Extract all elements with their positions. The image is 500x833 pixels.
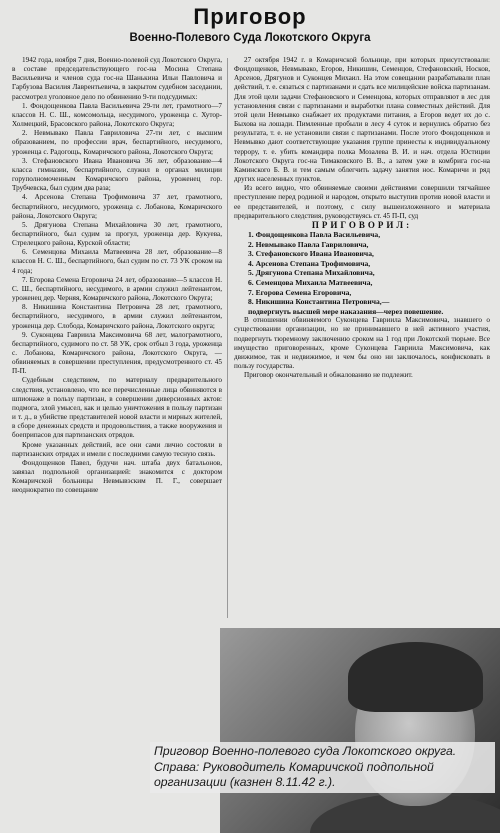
left-column	[12, 56, 222, 826]
document-subtitle: Военно-Полевого Суда Локотского Округа	[129, 32, 371, 44]
list-item: 3. Стефановского Ивана Ивановича,	[248, 249, 374, 259]
list-item: 1. Фондощенкова Павла Васильевича,	[248, 229, 381, 239]
paragraph: 3. Стефановского Ивана Ивановича 36 лет, образование—4 класса гимназии, беспартийного, служил в органах милиции горуполномоченным Комаричского района, уроженец гор. Трубчевска, был судим два раза;	[12, 156, 222, 193]
paragraph: 1. Фондощенкова Павла Васильевича 29-ти лет, грамотного—7 классов Н. С. Ш., комсомольца, несудимого, уроженца с. Хутор-Холмецкий, Брасовского района, Локотского Округа;	[12, 101, 222, 129]
paragraph: 27 октября 1942 г. в Комаричской больнице, при которых присутствовали: Фондощенков, Невмывако, Егоров, Никишин, Семенцов, Стефановский, Носков, Арсенов, Дрягунов и Суконцев Михаил. На этом совещании разрабатывали план действий, т. е. сязаться с партизанами и сдать все милицейские войска партизанам. Для этой цели задачи Стефановского и Семенцова, которых отправляют в лес для установления связи с партизанами и выработки плана совместных действий. Для этой цели Невмывко снабжает их продуктами питания, а Егоров ведет их до с. Быхова на лошади. Пимленные пробыли в лесу 4 суток и вернулись обратно без результата, т. е. не установили связи с партизанами. После этого Фондощенков и Невмывко дают соответствующие указания группе принесты к индивидуальному террору, т. е. убить командира полка Мозалева В. И. и нач. отдела Юстиции Локотского Округа гос-на Тимаковского В. В., а затем уже в комбрига гос-на Каминского Б. В. и тем самым облегчить задачу занятия нос. Комаричи и ряд других населенных пунктов.	[234, 56, 490, 184]
paragraph: 2. Невмывако Павла Гавриловича 27-ти лет, с высшим образованием, по профессии врач, беспартийного, несудимого, уроженца с. Радогощь, Комаричского района, Локотского Округа;	[12, 129, 222, 156]
list-item: 2. Невмывако Павла Гавриловича,	[248, 239, 369, 249]
list-item: 7. Егорова Семена Егоровича,	[248, 287, 352, 297]
verdict-heading: ПРИГОВОРИЛ:	[311, 219, 413, 230]
paragraph: 4. Арсенова Степана Трофимовича 37 лет, грамотного, беспартийного, несудимого, уроженца с. Лобанова, Комаричского района, Локотского Округа;	[12, 193, 222, 220]
list-item: 8. Никишина Константина Петровича,—	[248, 297, 390, 307]
paragraph: Судебным следствием, по материалу предварительного следствия, установлено, что все перечисленные лица обвиняются в шпионаже в пользу партизан, в совершении диверсионных актов: подмога, злой умысел, как и целью уничтожения в пользу партизан и т. д., в убийстве представителей новой власти и мирных жителей, в сборе денежных средств и продовольствия, а также вооружения и боеприпасов для партизанских отрядов.	[12, 376, 222, 440]
paragraph: Из всего видно, что обвиняемые своими действиями совершили тягчайшее преступление перед родиной и народом, открыто выступив против новой власти и ее представителей, и поэтому, с силу вышеизложенного и материала предварительного следствия, руководствуясь ст. 45 П-П, суд	[234, 184, 490, 220]
list-item: 6. Семенцова Михаила Матвеевича,	[248, 277, 373, 287]
paragraph: 9. Суконцева Гавриила Максимовича 68 лет, малограмотного, беспартийного, судимого по ст. 58 УК, срок отбыл 3 года, уроженца с. Лобанова, Комаричского района, Локотского Округа, — обвиняемых в совершении преступления, предусмотренного ст. 45 П-П.	[12, 330, 222, 376]
list-item: 4. Арсенова Степана Трофимовича,	[248, 258, 371, 268]
portrait-photo	[220, 628, 500, 833]
paragraph: 7. Егорова Семена Егоровича 24 лет, образование—5 классов Н. С. Ш., беспартийного, несудимого, в армии служил лейтенантом, уроженец дер. Черняя, Комаричского района, Локотского Округа;	[12, 275, 222, 303]
document-title: Приговор	[193, 4, 307, 29]
paragraph: 8. Никишина Константина Петровича 28 лет, грамотного, беспартийного, несудимого, в армии служил лейтенантом, уроженца дер. Слобода, Комаричского района, Локотского округа;	[12, 303, 222, 330]
verdict-list	[234, 230, 490, 316]
portrait-hair	[348, 642, 483, 712]
paragraph: 1942 года, ноября 7 дня, Военно-полевой суд Локотского Округа, в составе председательствующего гос-на Мосина Степана Васильевича и членов суда гос-на Шанькина Ильи Павловича и Гарбузова Василия Лаврентьевича, в закрытом судебном заседании, рассмотрел уголовное дело по обвинению 9-ти подсудимых:	[12, 56, 222, 101]
paragraph: В отношении обвиняемого Суконцева Гавриила Максимовича, знавшего о существовании организации, но не принимавшего в ней активного участия, подвергнуть тюремному заключению сроком на 1 год при Локотской тюрьме. Все имущество приговоренных, кроме Суконцева Гавриила Максимовича, как движимое, так и недвижимое, и чем бы оно ни заключалось, конфисковать в пользу государства.	[234, 316, 490, 371]
list-item: 5. Дрягунова Степана Михайловича,	[248, 268, 375, 278]
column-divider	[227, 58, 228, 618]
paragraph: 6. Семенцова Михаила Матвеевича 28 лет, образование—8 классов Н. С. Ш., беспартийного, был судим по ст. 73 УК сроком на 4 года;	[12, 248, 222, 275]
right-column	[234, 56, 490, 616]
photo-caption: Приговор Военно-полевого суда Локотского округа. Справа: Руководитель Комаричской подпольной организации (казнен 8.11.42 г.).	[150, 742, 495, 793]
paragraph: Кроме указанных действий, все они сами лично состояли в партизанских отрядах и имели с последними самую тесную связь.	[12, 440, 222, 458]
paragraph: 5. Дрягунова Степана Михайловича 30 лет, грамотного, беспартийного, был судим за прогул, уроженца дер. Кукуева, Стрелецкого района, Курской области;	[12, 220, 222, 248]
paragraph: Фондощенков Павел, будучи нач. штаба двух батальонов, завязал подпольной организацией: знакомится с доктором Комаричской больницы Невмывэским П. Г., совершает неоднократно по совещание	[12, 458, 222, 495]
paragraph: Приговор окончательный и обжалованию не подлежит.	[244, 371, 413, 380]
list-item: подвергнуть высшей мере наказания—через повешение.	[248, 306, 444, 316]
